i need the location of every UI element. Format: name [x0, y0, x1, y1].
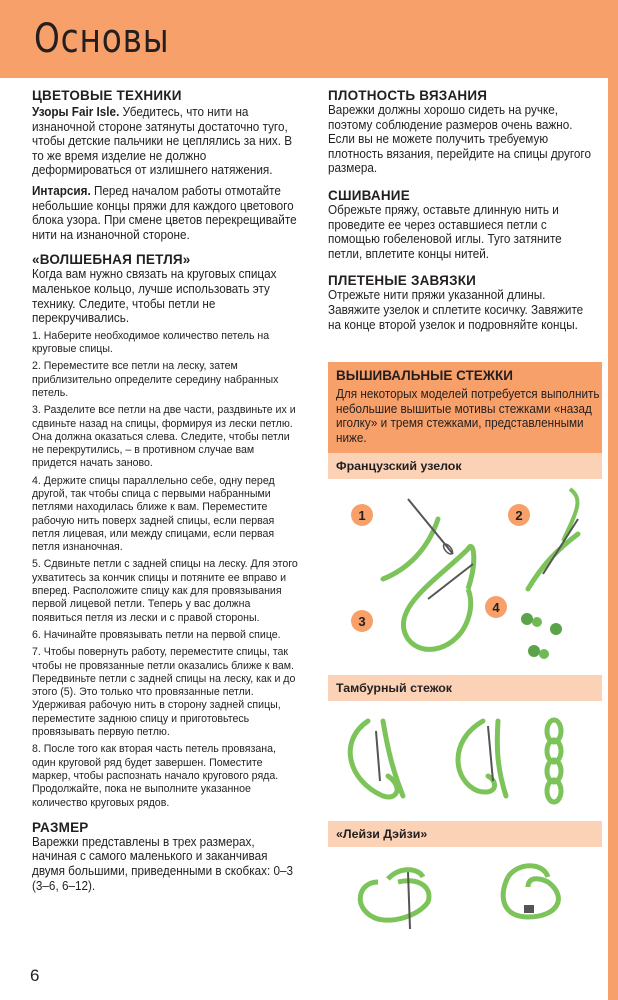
page-header: [0, 0, 618, 78]
intarsia-paragraph: [32, 184, 299, 242]
magic-loop-heading: «ВОЛШЕБНАЯ ПЕТЛЯ»: [32, 252, 191, 268]
color-techniques-heading: ЦВЕТОВЫЕ ТЕХНИКИ: [32, 88, 182, 103]
size-heading: РАЗМЕР: [32, 819, 89, 835]
step-3: 3. Разделите все петли на две части, раздвиньте их и сдвиньте назад на спицы, формируя из лески петлю. Она должна оказаться слева. Следите, чтобы петли не перекрутились, – в противном случае вам придется начать заново.: [32, 404, 296, 470]
left-column: [32, 88, 300, 893]
fair-isle-paragraph: [32, 105, 299, 178]
box-title: ВЫШИВАЛЬНЫЕ СТЕЖКИ: [336, 368, 513, 383]
step-2: 2. Переместите все петли на леску, затем приблизительно определите середину набранных петель.: [32, 360, 279, 399]
step-8: 8. После того как вторая часть петель провязана, один круговой ряд будет завершен. Поместите маркер, чтобы распознать начало кругового ряда. Продолжайте, пока не выполните указанное количество круговых рядов.: [32, 743, 279, 809]
step-4: 4. Держите спицы параллельно себе, одну перед другой, так чтобы спица с первыми набранными петлями находилась ближе к вам. Переместите рабочую нить поверх задней спицы, если первая петля лицевая, или между спицами, если первая петля изнаночная.: [32, 474, 275, 554]
sewing-heading: СШИВАНИЕ: [328, 187, 410, 203]
intarsia-text: Перед началом работы отмотайте небольшие концы пряжи для каждого цветового блока узора. При смене цветов перекрещивайте нити на изнаночной стороне.: [32, 183, 297, 242]
step-7: 7. Чтобы повернуть работу, переместите спицы, так чтобы не провязанные петли оказались ближе к вам. Передвиньте петли с задней спицы на леску, как и до этого (5). Это только что провязанные петли. Удерживая рабочую нить в сторону задней спицы, переместите заднюю спицу и приготовьтесь провязывать первую петлю.: [32, 646, 296, 739]
right-column: [328, 88, 600, 332]
step-badge-2-text: 2: [515, 508, 523, 524]
box-intro: Для некоторых моделей потребуется выполнить небольшие вышитые мотивы стежками «назад иголку» и тремя стежками, представленными ниже.: [336, 387, 600, 445]
size-text: Варежки представлены в трех размерах, начиная с самого маленького и заканчивая двумя большими, приведенными в скобках: 0–3 (3–6, 6–12).: [32, 834, 294, 893]
page-number: 6: [30, 966, 40, 985]
gauge-heading: ПЛОТНОСТЬ ВЯЗАНИЯ: [328, 88, 488, 103]
intarsia-lead: Интарсия.: [32, 183, 91, 198]
embroidery-stitches-box: [328, 362, 602, 960]
chain-stitch-label: Тамбурный стежок: [328, 675, 602, 701]
french-knot-illustration: [328, 479, 602, 675]
step-5: 5. Сдвиньте петли с задней спицы на леску. Для этого ухватитесь за кончик спицы и потяните ее вправо и вперед. Расположите спицу как для провязывания первой лицевой петли. Теперь у вас должна появиться петля из лески и с правой стороны.: [32, 558, 298, 624]
fair-isle-lead: Узоры Fair Isle.: [32, 105, 120, 119]
lazy-daisy-illustration: [328, 847, 602, 939]
braided-ties-text: Отрежьте нити пряжи указанной длины. Завяжите узелок и сплетите косичку. Завяжите на конце второй узелок и подровняйте концы.: [328, 288, 584, 332]
step-badge-3-text: 3: [358, 614, 366, 630]
step-1: 1. Наберите необходимое количество петель на круговые спицы.: [32, 329, 270, 356]
magic-loop-steps: [32, 330, 300, 810]
sewing-text: Обрежьте пряжу, оставьте длинную нить и проведите ее через оставшиеся петли с помощью гобеленовой иглы. Туго затяните петли, вплетите концы нитей.: [328, 202, 562, 261]
fair-isle-text: Убедитесь, что нити на изнаночной стороне затянуты достаточно туго, чтобы детские пальчики не цеплялись за них. В то же время изделие не должно деформироваться от излишнего натяжения.: [32, 105, 293, 178]
french-knot-label: Французский узелок: [328, 453, 602, 479]
step-badge-1-text: 1: [358, 508, 366, 524]
page-title: Основы: [34, 16, 170, 62]
step-6: 6. Начинайте провязывать петли на первой спице.: [32, 628, 281, 641]
box-header: [328, 362, 602, 453]
magic-loop-text: Когда вам нужно связать на круговых спицах маленькое кольцо, лучше использовать эту технику. Следите, чтобы петли не перекручивались.: [32, 267, 277, 326]
chain-stitch-illustration: [328, 701, 602, 821]
braided-ties-heading: ПЛЕТЕНЫЕ ЗАВЯЗКИ: [328, 273, 477, 289]
page-edge-band: [608, 0, 618, 1000]
step-badge-4-text: 4: [492, 600, 500, 616]
lazy-daisy-label: «Лейзи Дэйзи»: [328, 821, 602, 847]
gauge-text: Варежки должны хорошо сидеть на ручке, поэтому соблюдение размеров очень важно. Если вы не можете получить требуемую плотность вязания, перейдите на спицы другого размера.: [328, 103, 591, 176]
